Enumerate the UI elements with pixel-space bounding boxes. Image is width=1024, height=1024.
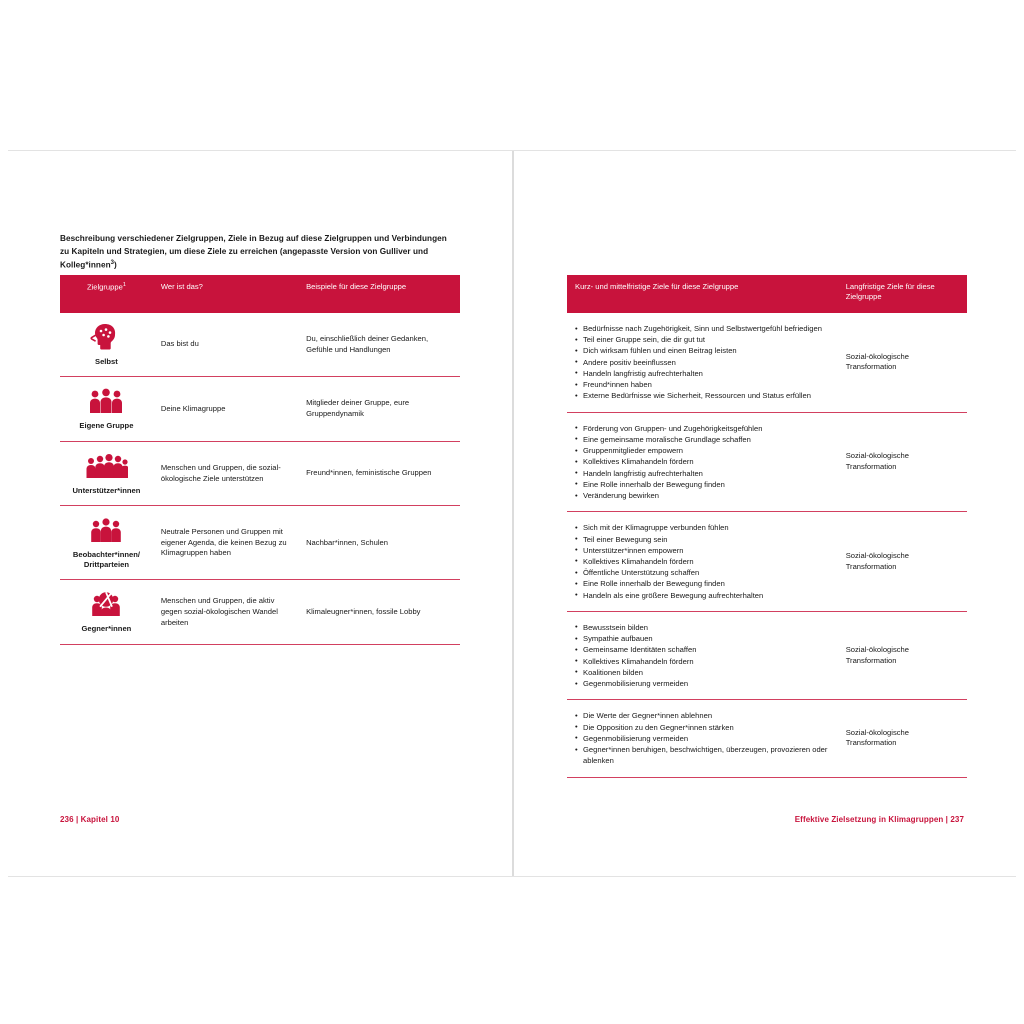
goal-item: • Externe Bedürfnisse wie Sicherheit, Ressourcen und Status erfüllen [575, 390, 830, 401]
goal-item: • Sympathie aufbauen [575, 633, 830, 644]
table-row [567, 412, 967, 512]
target-groups-table-right [567, 275, 967, 778]
row-examples-cell: Freund*innen, feministische Gruppen [298, 441, 460, 505]
goal-item: • Die Opposition zu den Gegner*innen stärken [575, 722, 830, 733]
goal-item: • Kollektives Klimahandeln fördern [575, 656, 830, 667]
header-cell-kurzfristige-ziele: Kurz- und mittelfristige Ziele für diese Zielgruppe [567, 275, 838, 313]
goal-item: • Handeln als eine größere Bewegung aufrechterhalten [575, 590, 830, 601]
head-brain-icon [60, 323, 153, 353]
goal-item: • Teil einer Bewegung sein [575, 534, 830, 545]
row-icon-cell [60, 441, 153, 505]
goals-list [575, 622, 830, 689]
row-what-cell: Menschen und Gruppen, die aktiv gegen sozial-ökologischen Wandel arbeiten [153, 580, 298, 644]
goal-item: • Handeln langfristig aufrechterhalten [575, 468, 830, 479]
goal-item: • Gegner*innen beruhigen, beschwichtigen, überzeugen, provozieren oder ablenken [575, 744, 830, 766]
target-groups-table-left [60, 275, 460, 645]
row-short-goals-cell [567, 512, 838, 612]
goal-item: • Öffentliche Unterstützung schaffen [575, 567, 830, 578]
goals-list [575, 323, 830, 402]
goal-item: • Förderung von Gruppen- und Zugehörigkeitsgefühlen [575, 423, 830, 434]
table-row [567, 611, 967, 699]
row-long-goals-cell: Sozial-ökologische Transformation [838, 611, 967, 699]
row-long-goals-cell: Sozial-ökologische Transformation [838, 412, 967, 512]
page-left [8, 151, 513, 876]
table-header-row-right [567, 275, 967, 313]
table-row [60, 580, 460, 644]
row-short-goals-cell [567, 313, 838, 412]
row-icon-cell [60, 313, 153, 377]
intro-paragraph [60, 233, 450, 272]
footer-right: Effektive Zielsetzung in Klimagruppen | 237 [794, 815, 964, 824]
goal-item: • Freund*innen haben [575, 379, 830, 390]
table-row [60, 377, 460, 441]
table-row [567, 700, 967, 777]
row-icon-cell [60, 506, 153, 580]
goal-item: • Koalitionen bilden [575, 667, 830, 678]
row-examples-cell: Klimaleugner*innen, fossile Lobby [298, 580, 460, 644]
page-right [513, 151, 1016, 876]
row-examples-cell: Nachbar*innen, Schulen [298, 506, 460, 580]
table-row [567, 512, 967, 612]
goals-list [575, 423, 830, 502]
goal-item: • Gruppenmitglieder empowern [575, 445, 830, 456]
table-row [60, 441, 460, 505]
row-short-goals-cell [567, 611, 838, 699]
row-group-label: Selbst [95, 357, 118, 366]
table-row [567, 313, 967, 412]
row-examples-cell: Du, einschließlich deiner Gedanken, Gefühle und Handlungen [298, 313, 460, 377]
header-label-zielgruppe: Zielgruppe [86, 282, 123, 292]
goals-list [575, 710, 830, 766]
goal-item: • Sich mit der Klimagruppe verbunden fühlen [575, 522, 830, 533]
goals-list [575, 522, 830, 601]
row-group-label: Eigene Gruppe [79, 421, 134, 431]
intro-text: Beschreibung verschiedener Zielgruppen, Ziele in Bezug auf diese Zielgruppen und Verbindungen zu Kapiteln und Strategien, um diese Ziele zu erreichen (angepasste Version von Gulliver und Kolleg*innen [60, 234, 447, 270]
goal-item: • Gegenmobilisierung vermeiden [575, 678, 830, 689]
goal-item: • Eine Rolle innerhalb der Bewegung finden [575, 479, 830, 490]
goal-item: • Gemeinsame Identitäten schaffen [575, 644, 830, 655]
row-short-goals-cell [567, 412, 838, 512]
row-group-label: Gegner*innen [81, 624, 132, 634]
goal-item: • Teil einer Gruppe sein, die dir gut tut [575, 334, 830, 345]
crowd-icon [60, 452, 153, 482]
footer-left: 236 | Kapitel 10 [60, 815, 120, 824]
header-cell-wer-ist-das: Wer ist das? [153, 275, 298, 313]
row-long-goals-cell: Sozial-ökologische Transformation [838, 512, 967, 612]
header-cell-langfristige-ziele: Langfristige Ziele für diese Zielgruppe [838, 275, 967, 313]
row-group-label: Unterstützer*innen [72, 485, 141, 495]
goal-item: • Kollektives Klimahandeln fördern [575, 456, 830, 467]
intro-footnote-marker: 3 [110, 259, 115, 266]
intro-closing: ) [114, 260, 117, 270]
goal-item: • Kollektives Klimahandeln fördern [575, 556, 830, 567]
goal-item: • Veränderung bewirken [575, 490, 830, 501]
goal-item: • Unterstützer*innen empowern [575, 545, 830, 556]
row-long-goals-cell: Sozial-ökologische Transformation [838, 313, 967, 412]
row-long-goals-cell: Sozial-ökologische Transformation [838, 700, 967, 777]
row-what-cell: Menschen und Gruppen, die sozial-ökologische Ziele unterstützen [153, 441, 298, 505]
goal-item: • Die Werte der Gegner*innen ablehnen [575, 710, 830, 721]
observers-icon [60, 516, 153, 546]
goal-item: • Dich wirksam fühlen und einen Beitrag leisten [575, 345, 830, 356]
opponents-icon [60, 590, 153, 620]
goal-item: • Eine gemeinsame moralische Grundlage schaffen [575, 434, 830, 445]
header-cell-beispiele: Beispiele für diese Zielgruppe [298, 275, 460, 313]
row-icon-cell [60, 377, 153, 441]
goal-item: • Bedürfnisse nach Zugehörigkeit, Sinn und Selbstwertgefühl befriedigen [575, 323, 830, 334]
header-footnote-marker: 1 [122, 282, 126, 288]
row-group-label: Beobachter*innen/ Drittparteien [72, 550, 140, 569]
table-header-row-left [60, 275, 460, 313]
table-row [60, 313, 460, 377]
row-what-cell: Deine Klimagruppe [153, 377, 298, 441]
row-examples-cell: Mitglieder deiner Gruppe, eure Gruppendynamik [298, 377, 460, 441]
three-people-icon [60, 387, 153, 417]
table-row [60, 506, 460, 580]
header-cell-zielgruppe [60, 275, 153, 313]
goal-item: • Handeln langfristig aufrechterhalten [575, 368, 830, 379]
goal-item: • Bewusstsein bilden [575, 622, 830, 633]
row-what-cell: Neutrale Personen und Gruppen mit eigener Agenda, die keinen Bezug zu Klimagruppen haben [153, 506, 298, 580]
row-icon-cell [60, 580, 153, 644]
goal-item: • Eine Rolle innerhalb der Bewegung finden [575, 578, 830, 589]
row-what-cell: Das bist du [153, 313, 298, 377]
book-spread [8, 150, 1016, 877]
goal-item: • Andere positiv beeinflussen [575, 357, 830, 368]
goal-item: • Gegenmobilisierung vermeiden [575, 733, 830, 744]
row-short-goals-cell [567, 700, 838, 777]
